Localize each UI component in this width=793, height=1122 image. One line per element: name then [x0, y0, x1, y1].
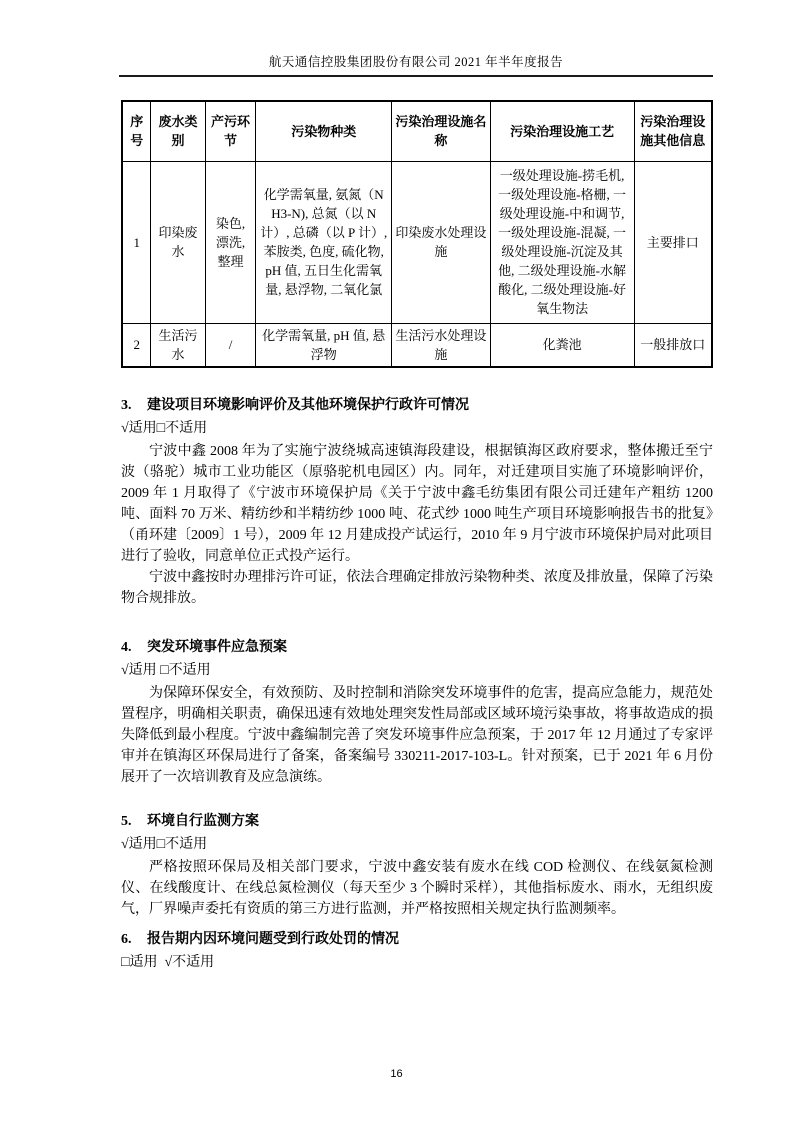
- cell-facility-process: 化粪池: [490, 323, 634, 367]
- paragraph: 严格按照环保局及相关部门要求，宁波中鑫安装有废水在线 COD 检测仪、在线氨氮检测仪、在线酸度计、在线总氮检测仪（每天至少 3 个瞬时采样），其他指标废水、雨水，无组织废气，厂界噪声委托有资质的第三方进行监测，并严格按照相关规定执行监测频率。: [121, 860, 713, 917]
- cell-facility-other-info: 一般排放口: [634, 323, 712, 367]
- section-heading: [121, 930, 713, 950]
- page-number: 16: [390, 1068, 403, 1080]
- col-header-facility-name: 污染治理设施名称: [392, 101, 491, 161]
- table-row: [122, 161, 712, 323]
- col-header-pollutant-types: 污染物种类: [256, 101, 392, 161]
- col-header-index: 序号: [122, 101, 151, 161]
- applicability-line: √适用 □不适用: [121, 663, 211, 678]
- section-number: 6.: [121, 932, 132, 947]
- applicability-line: √适用□不适用: [121, 837, 208, 852]
- paragraph: 宁波中鑫按时办理排污许可证，依法合理确定排放污染物种类、浓度及排放量，保障了污染物合规排放。: [121, 570, 713, 606]
- section-title: 环境自行监测方案: [147, 814, 259, 829]
- col-header-facility-process: 污染治理设施工艺: [490, 101, 634, 161]
- cell-pollutant-types: 化学需氧量, pH 值, 悬浮物: [256, 323, 392, 367]
- cell-pollutant-types: 化学需氧量, 氨氮（NH3-N), 总氮（以 N 计）, 总磷（以 P 计）, 苯胺类, 色度, 硫化物, pH 值, 五日生化需氧量, 悬浮物, 二氧化氯: [256, 161, 392, 323]
- cell-facility-process: 一级处理设施-捞毛机, 一级处理设施-格栅, 一级处理设施-中和调节, 一级处理设施-混凝, 一级处理设施-沉淀及其他, 二级处理设施-水解酸化, 二级处理设施-好氧生物法: [490, 161, 634, 323]
- section-heading: [121, 396, 713, 416]
- table-header-row: [122, 101, 712, 161]
- applicability-line: √适用□不适用: [121, 421, 208, 436]
- wastewater-pollution-table: [121, 100, 713, 368]
- section-emergency-response-plan: [121, 638, 713, 788]
- section-administrative-penalties: [121, 930, 713, 975]
- section-heading: [121, 812, 713, 832]
- cell-facility-name: 印染废水处理设施: [392, 161, 491, 323]
- cell-pollution-stage: 染色, 漂洗, 整理: [205, 161, 256, 323]
- col-header-pollution-stage: 产污环节: [205, 101, 256, 161]
- section-number: 3.: [121, 398, 132, 413]
- section-title: 突发环境事件应急预案: [147, 640, 287, 655]
- cell-pollution-stage: /: [205, 323, 256, 367]
- section-self-monitoring-plan: [121, 812, 713, 920]
- paragraph: 为保障环保安全，有效预防、及时控制和消除突发环境事件的危害，提高应急能力，规范处置程序，明确相关职责，确保迅速有效地处理突发性局部或区域环境污染事故，将事故造成的损失降低到最小程度。宁波中鑫编制完善了突发环境事件应急预案，于 2017 年 12 月通过了专家评审并在镇海区环保局进行了备案，备案编号 330211-2017-103-L。针对预案，已于 2021 年 6 月份展开了一次培训教育及应急演练。: [121, 686, 713, 785]
- section-heading: [121, 638, 713, 658]
- section-title: 建设项目环境影响评价及其他环境保护行政许可情况: [147, 398, 469, 413]
- col-header-wastewater-type: 废水类别: [151, 101, 205, 161]
- cell-index: 1: [122, 161, 151, 323]
- cell-facility-name: 生活污水处理设施: [392, 323, 491, 367]
- cell-facility-other-info: 主要排口: [634, 161, 712, 323]
- applicability-line: □适用 √不适用: [121, 955, 215, 970]
- section-environmental-impact-assessment: [121, 396, 713, 609]
- paragraph: 宁波中鑫 2008 年为了实施宁波绕城高速镇海段建设，根据镇海区政府要求，整体搬迁至宁波（骆驼）城市工业功能区（原骆驼机电园区）内。同年，对迁建项目实施了环境影响评价，2009 年 1 月取得了《宁波市环境保护局《关于宁波中鑫毛纺集团有限公司迁建年产粗纺 1200 吨、面料 70 万米、精纺纱和半精纺纱 1000 吨、花式纱 1000 吨生产项目环境影响报告书的批复》（甬环建〔2009〕1 号），2009 年 12 月建成投产试运行，2010 年 9 月宁波市环境保护局对此项目进行了验收，同意单位正式投产运行。: [121, 444, 713, 564]
- cell-wastewater-type: 生活污水: [151, 323, 205, 367]
- col-header-facility-other-info: 污染治理设施其他信息: [634, 101, 712, 161]
- section-number: 4.: [121, 640, 132, 655]
- section-number: 5.: [121, 814, 132, 829]
- cell-index: 2: [122, 323, 151, 367]
- table-row: [122, 323, 712, 367]
- section-title: 报告期内因环境问题受到行政处罚的情况: [147, 932, 399, 947]
- report-header-title: 航天通信控股集团股份有限公司 2021 年半年度报告: [119, 52, 713, 77]
- cell-wastewater-type: 印染废水: [151, 161, 205, 323]
